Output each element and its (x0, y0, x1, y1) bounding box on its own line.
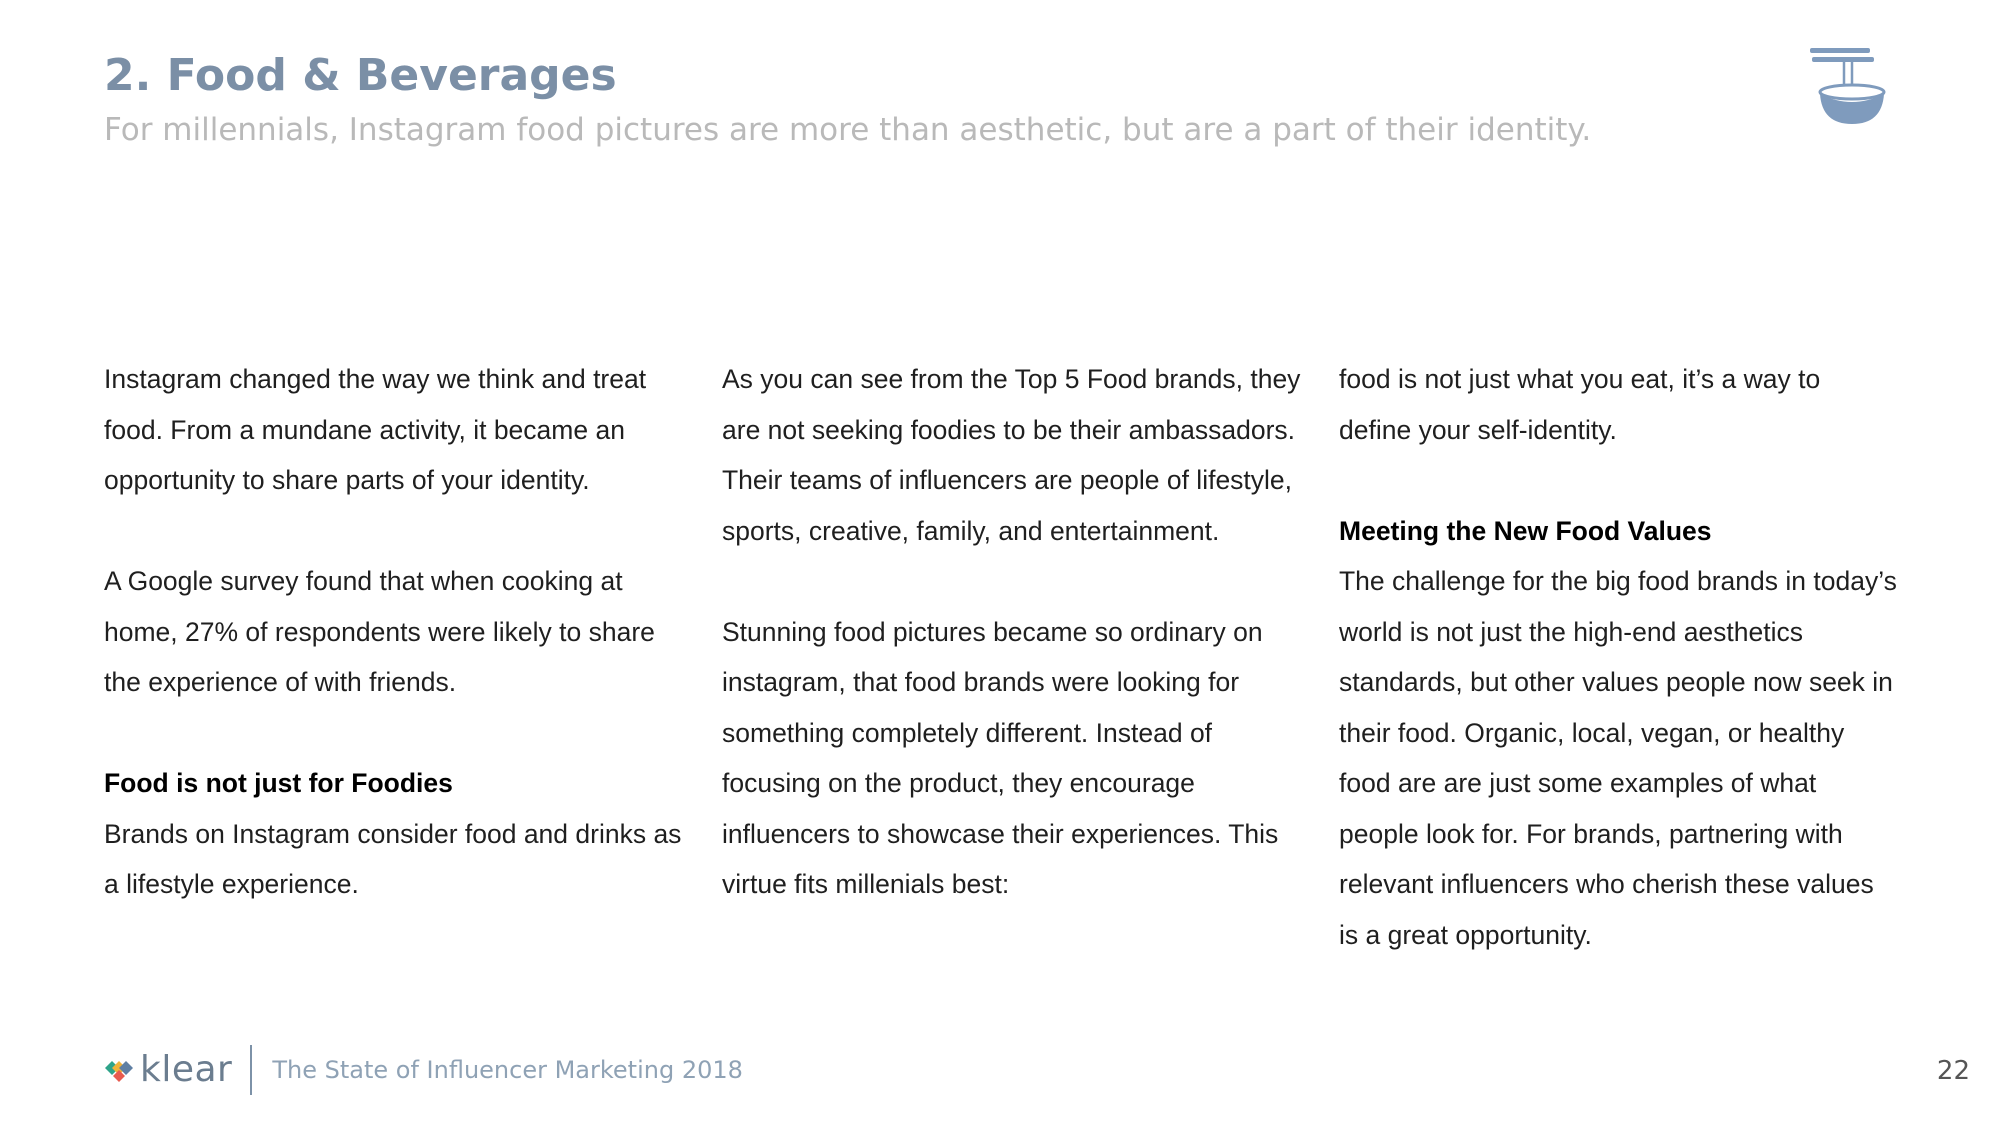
page-number: 22 (1936, 1056, 1970, 1086)
klear-logo-text: klear (140, 1049, 233, 1090)
section-heading: Food is not just for Foodies (104, 768, 453, 798)
report-title: The State of Influencer Marketing 2018 (272, 1056, 743, 1084)
paragraph: Stunning food pictures became so ordinary on instagram, that food brands were looking for something completely different. Instead of focusing on the product, they encourage influencers to showcase their experiences. This virtue fits millenials best: (722, 616, 1279, 899)
text-column-1 (104, 354, 684, 910)
section-heading: Meeting the New Food Values (1339, 515, 1712, 546)
footer-divider (250, 1045, 252, 1095)
page-subtitle: For millennials, Instagram food pictures are more than aesthetic, but are a part of their identity. (104, 112, 1592, 148)
page-title: 2. Food & Beverages (104, 50, 617, 101)
paragraph: A Google survey found that when cooking at home, 27% of respondents were likely to share the experience of with friends. (104, 566, 655, 697)
noodle-bowl-icon (1808, 44, 1896, 128)
paragraph: Brands on Instagram consider food and drinks as a lifestyle experience. (104, 818, 682, 899)
section-block (1339, 506, 1899, 961)
section-block (104, 758, 684, 910)
paragraph: As you can see from the Top 5 Food brands, they are not seeking foodies to be their ambassadors. Their teams of influencers are people of lifestyle, sports, creative, family, and entertainment. (722, 364, 1301, 546)
footer (104, 1044, 743, 1096)
paragraph: food is not just what you eat, it’s a way to define your self-identity. (1339, 364, 1821, 445)
paragraph: The challenge for the big food brands in today’s world is not just the high-end aesthetics standards, but other values people now seek in their food. Organic, local, vegan, or healthy food are are just some examples of what people look for. For brands, partnering with relevant influencers who cherish these values is a great opportunity. (1339, 566, 1897, 950)
text-column-2 (722, 354, 1302, 910)
klear-logo-icon (104, 1055, 134, 1085)
paragraph: Instagram changed the way we think and treat food. From a mundane activity, it became an opportunity to share parts of your identity. (104, 364, 647, 495)
text-column-3 (1339, 354, 1899, 960)
